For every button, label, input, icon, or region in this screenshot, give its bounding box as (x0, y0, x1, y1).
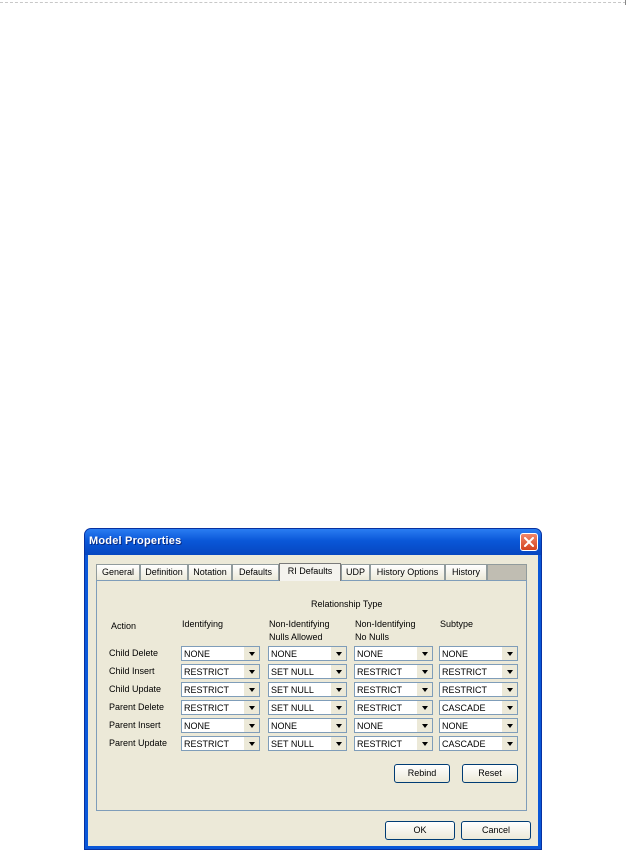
reset-button[interactable]: Reset (462, 764, 518, 783)
chevron-down-icon[interactable] (502, 665, 517, 678)
identifying-parent-delete-select[interactable]: RESTRICT (181, 700, 260, 715)
row-label-child-delete: Child Delete (109, 648, 159, 658)
subtype-parent-insert-select[interactable]: NONE (439, 718, 518, 733)
tab-udp[interactable]: UDP (341, 564, 370, 580)
chevron-down-icon[interactable] (417, 701, 432, 714)
nonid-nonulls-parent-update-select[interactable]: RESTRICT (354, 736, 433, 751)
nonid-nulls-parent-update-select[interactable]: SET NULL (268, 736, 347, 751)
nonid-nulls-child-delete-select[interactable]: NONE (268, 646, 347, 661)
chevron-down-icon[interactable] (244, 647, 259, 660)
tab-strip-fill (487, 564, 527, 580)
ok-button[interactable]: OK (385, 821, 455, 840)
subtype-parent-update-select[interactable]: CASCADE (439, 736, 518, 751)
title-bar[interactable] (85, 529, 541, 555)
nonid-nulls-child-update-select[interactable]: SET NULL (268, 682, 347, 697)
identifying-child-delete-select[interactable]: NONE (181, 646, 260, 661)
chevron-down-icon[interactable] (417, 719, 432, 732)
cancel-button[interactable]: Cancel (461, 821, 531, 840)
identifying-parent-insert-select[interactable]: NONE (181, 718, 260, 733)
tab-history-options[interactable]: History Options (370, 564, 445, 580)
tab-general[interactable]: General (96, 564, 140, 580)
tab-notation[interactable]: Notation (188, 564, 232, 580)
tab-defaults[interactable]: Defaults (232, 564, 279, 580)
nonid-nonulls-child-insert-select[interactable]: RESTRICT (354, 664, 433, 679)
chevron-down-icon[interactable] (244, 719, 259, 732)
identifying-child-update-select[interactable]: RESTRICT (181, 682, 260, 697)
dialog-body (88, 555, 538, 846)
column-header-identifying: Identifying (182, 619, 224, 629)
nonid-nonulls-parent-insert-select[interactable]: NONE (354, 718, 433, 733)
chevron-down-icon[interactable] (502, 683, 517, 696)
row-label-child-insert: Child Insert (109, 666, 155, 676)
close-icon (524, 537, 534, 547)
model-properties-dialog (85, 529, 541, 849)
group-heading: Relationship Type (311, 599, 383, 609)
nonid-nonulls-parent-delete-select[interactable]: RESTRICT (354, 700, 433, 715)
chevron-down-icon[interactable] (331, 701, 346, 714)
identifying-child-insert-select[interactable]: RESTRICT (181, 664, 260, 679)
row-label-parent-delete: Parent Delete (109, 702, 165, 712)
chevron-down-icon[interactable] (331, 647, 346, 660)
chevron-down-icon[interactable] (331, 737, 346, 750)
chevron-down-icon[interactable] (417, 683, 432, 696)
chevron-down-icon[interactable] (502, 737, 517, 750)
top-divider (0, 2, 626, 3)
column-header-nonid-nulls: Non-Identifying (269, 619, 330, 629)
row-label-parent-update: Parent Update (109, 738, 168, 748)
subtype-child-delete-select[interactable]: NONE (439, 646, 518, 661)
nonid-nonulls-child-delete-select[interactable]: NONE (354, 646, 433, 661)
row-label-child-update: Child Update (109, 684, 162, 694)
subtype-parent-delete-select[interactable]: CASCADE (439, 700, 518, 715)
tab-definition[interactable]: Definition (140, 564, 188, 580)
chevron-down-icon[interactable] (417, 737, 432, 750)
column-header-nonid-nonulls: Non-Identifying (355, 619, 416, 629)
row-label-parent-insert: Parent Insert (109, 720, 161, 730)
chevron-down-icon[interactable] (331, 719, 346, 732)
subtype-child-update-select[interactable]: RESTRICT (439, 682, 518, 697)
nonid-nulls-child-insert-select[interactable]: SET NULL (268, 664, 347, 679)
chevron-down-icon[interactable] (244, 701, 259, 714)
chevron-down-icon[interactable] (502, 701, 517, 714)
chevron-down-icon[interactable] (331, 665, 346, 678)
identifying-parent-update-select[interactable]: RESTRICT (181, 736, 260, 751)
nonid-nulls-parent-delete-select[interactable]: SET NULL (268, 700, 347, 715)
tab-ri-defaults[interactable]: RI Defaults (279, 563, 341, 581)
column-header-subtype: Subtype (440, 619, 474, 629)
column-header-action: Action (111, 621, 137, 631)
chevron-down-icon[interactable] (502, 647, 517, 660)
subtype-child-insert-select[interactable]: RESTRICT (439, 664, 518, 679)
chevron-down-icon[interactable] (244, 683, 259, 696)
ri-defaults-panel (96, 580, 527, 811)
column-subheader-nulls-allowed: Nulls Allowed (269, 632, 323, 642)
chevron-down-icon[interactable] (244, 665, 259, 678)
chevron-down-icon[interactable] (502, 719, 517, 732)
chevron-down-icon[interactable] (417, 647, 432, 660)
column-subheader-no-nulls: No Nulls (355, 632, 390, 642)
chevron-down-icon[interactable] (417, 665, 432, 678)
nonid-nonulls-child-update-select[interactable]: RESTRICT (354, 682, 433, 697)
chevron-down-icon[interactable] (331, 683, 346, 696)
tab-history[interactable]: History (445, 564, 487, 580)
dialog-title: Model Properties (89, 535, 182, 547)
nonid-nulls-parent-insert-select[interactable]: NONE (268, 718, 347, 733)
close-button[interactable] (520, 533, 538, 551)
top-edge-mark (625, 0, 626, 5)
chevron-down-icon[interactable] (244, 737, 259, 750)
rebind-button[interactable]: Rebind (394, 764, 450, 783)
